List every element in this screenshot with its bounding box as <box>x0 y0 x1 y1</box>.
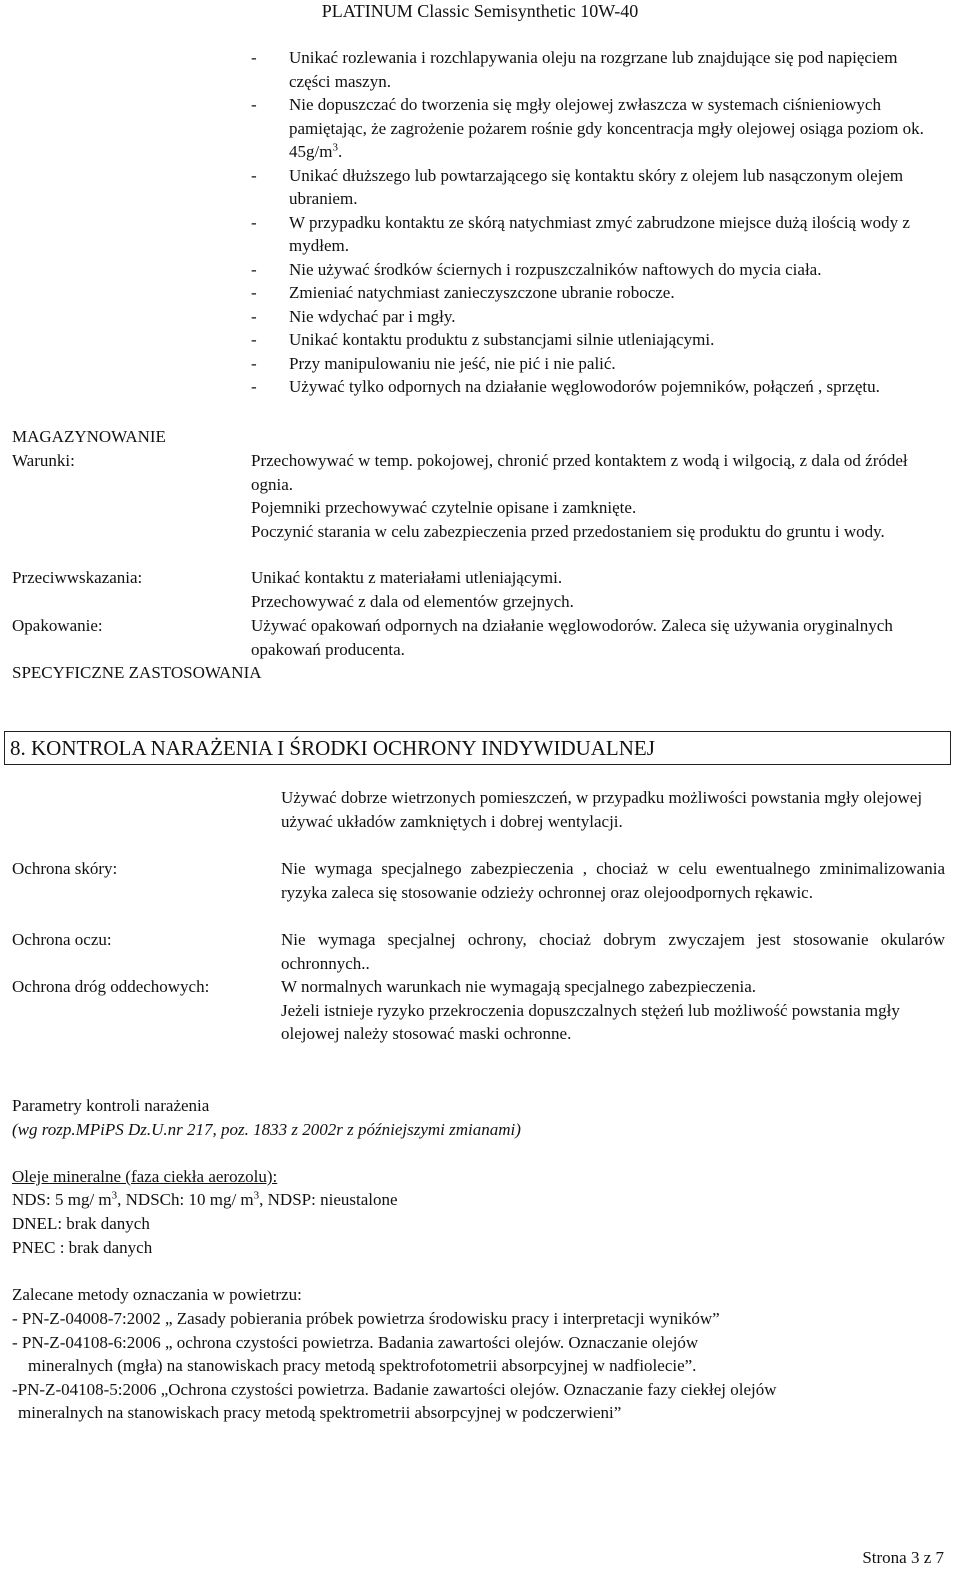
storage-heading: MAGAZYNOWANIE <box>12 427 166 446</box>
list-item: - Unikać kontaktu produktu z substancjami silnie utleniającymi. <box>251 330 715 349</box>
eye-protection-text: Nie wymaga specjalnej ochrony, chociaż dobrym zwyczajem jest stosowanie okularów ochronnych.. <box>281 930 945 973</box>
methods-heading: Zalecane metody oznaczania w powietrzu: <box>12 1285 302 1304</box>
conditions-label: Warunki: <box>12 451 75 470</box>
specific-uses-heading: SPECYFICZNE ZASTOSOWANIA <box>12 663 262 682</box>
list-item: - Używać tylko odpornych na działanie węglowodorów pojemników, połączeń , sprzętu. <box>251 377 880 396</box>
handling-list <box>251 46 941 399</box>
list-item: - Nie wdychać par i mgły. <box>251 306 456 326</box>
page-header: PLATINUM Classic Semisynthetic 10W-40 <box>321 1 639 21</box>
contraindications-label: Przeciwwskazania: <box>12 568 143 587</box>
method-2-line-2: mineralnych (mgła) na stanowiskach pracy metodą spektrofotometrii absorpcyjnej w nadfiolecie”. <box>28 1356 697 1375</box>
list-item: - Przy manipulowaniu nie jeść, nie pić i nie palić. <box>251 353 616 373</box>
respiratory-protection-label: Ochrona dróg oddechowych: <box>12 977 210 996</box>
exposure-params-heading: Parametry kontroli narażenia <box>12 1096 210 1115</box>
page-number: Strona 3 z 7 <box>862 1548 944 1567</box>
list-item: - Unikać rozlewania i rozchlapywania oleju na rozgrzane lub znajdujące się pod napięciem części maszyn. <box>251 48 898 91</box>
contraindications-text: Unikać kontaktu z materiałami utleniającymi. Przechowywać z dala od elementów grzejnych. <box>251 568 574 611</box>
method-3-line-1: -PN-Z-04108-5:2006 „Ochrona czystości powietrza. Badanie zawartości olejów. Oznaczanie fazy ciekłej olejów <box>12 1380 777 1399</box>
mineral-oils-heading: Oleje mineralne (faza ciekła aerozolu): <box>12 1167 278 1186</box>
packaging-text: Używać opakowań odpornych na działanie węglowodorów. Zaleca się używania oryginalnych opakowań producenta. <box>251 616 893 659</box>
ventilation-text: Używać dobrze wietrzonych pomieszczeń, w przypadku możliwości powstania mgły olejowej używać układów zamkniętych i dobrej wentylacji. <box>281 788 923 831</box>
list-item: - Zmieniać natychmiast zanieczyszczone ubranie robocze. <box>251 283 675 302</box>
skin-protection-label: Ochrona skóry: <box>12 859 118 878</box>
method-3-line-2: mineralnych na stanowiskach pracy metodą spektrometrii absorpcyjnej w podczerwieni” <box>18 1403 622 1422</box>
nds-values: NDS: 5 mg/ $m^3$, NDSCh: 10 mg/ $m^3$, NDSP: nieustalone <box>12 1189 398 1209</box>
respiratory-protection-text: W normalnych warunkach nie wymagają specjalnego zabezpieczenia. Jeżeli istnieje ryzyko przekroczenia dopuszczalnych stężeń lub możliwość powstania mgły olejowej należy stosować maski ochronne. <box>281 977 900 1043</box>
list-item: - Nie używać środków ściernych i rozpuszczalników naftowych do mycia ciała. <box>251 259 822 279</box>
eye-protection-label: Ochrona oczu: <box>12 930 112 949</box>
skin-protection-text: Nie wymaga specjalnego zabezpieczenia , chociaż w celu ewentualnego zminimalizowania ryzyka zaleca się stosowanie odzieży ochronnej oraz olejoodpornych rękawic. <box>281 859 945 902</box>
packaging-label: Opakowanie: <box>12 616 103 635</box>
list-item: - W przypadku kontaktu ze skórą natychmiast zmyć zabrudzone miejsce dużą ilością wody z mydłem. <box>251 212 910 255</box>
method-2-line-1: - PN-Z-04108-6:2006 „ ochrona czystości powietrza. Badania zawartości olejów. Oznaczanie olejów <box>12 1333 699 1352</box>
dnel-value: DNEL: brak danych <box>12 1214 150 1233</box>
exposure-params-reference: (wg rozp.MPiPS Dz.U.nr 217, poz. 1833 z 2002r z późniejszymi zmianami) <box>12 1120 521 1139</box>
conditions-text: Przechowywać w temp. pokojowej, chronić przed kontaktem z wodą i wilgocią, z dala od źródeł ognia. Pojemniki przechowywać czytelnie opisane i zamknięte. Poczynić starania w celu zabezpieczenia przed przedostaniem się produktu do gruntu i wody. <box>251 451 908 541</box>
list-item: - Unikać dłuższego lub powtarzającego się kontaktu skóry z olejem lub nasączonym olejem ubraniem. <box>251 165 904 208</box>
section-8-title: 8. KONTROLA NARAŻENIA I ŚRODKI OCHRONY INDYWIDUALNEJ <box>4 731 951 765</box>
method-1: - PN-Z-04008-7:2002 „ Zasady pobierania próbek powietrza środowisku pracy i interpretacji wyników” <box>12 1309 720 1328</box>
pnec-value: PNEC : brak danych <box>12 1238 153 1257</box>
list-item: - Nie dopuszczać do tworzenia się mgły olejowej zwłaszcza w systemach ciśnieniowych pamiętając, że zagrożenie pożarem rośnie gdy koncentracja mgły olejowej osiąga poziom ok. $45g/m^3$. <box>251 95 924 161</box>
